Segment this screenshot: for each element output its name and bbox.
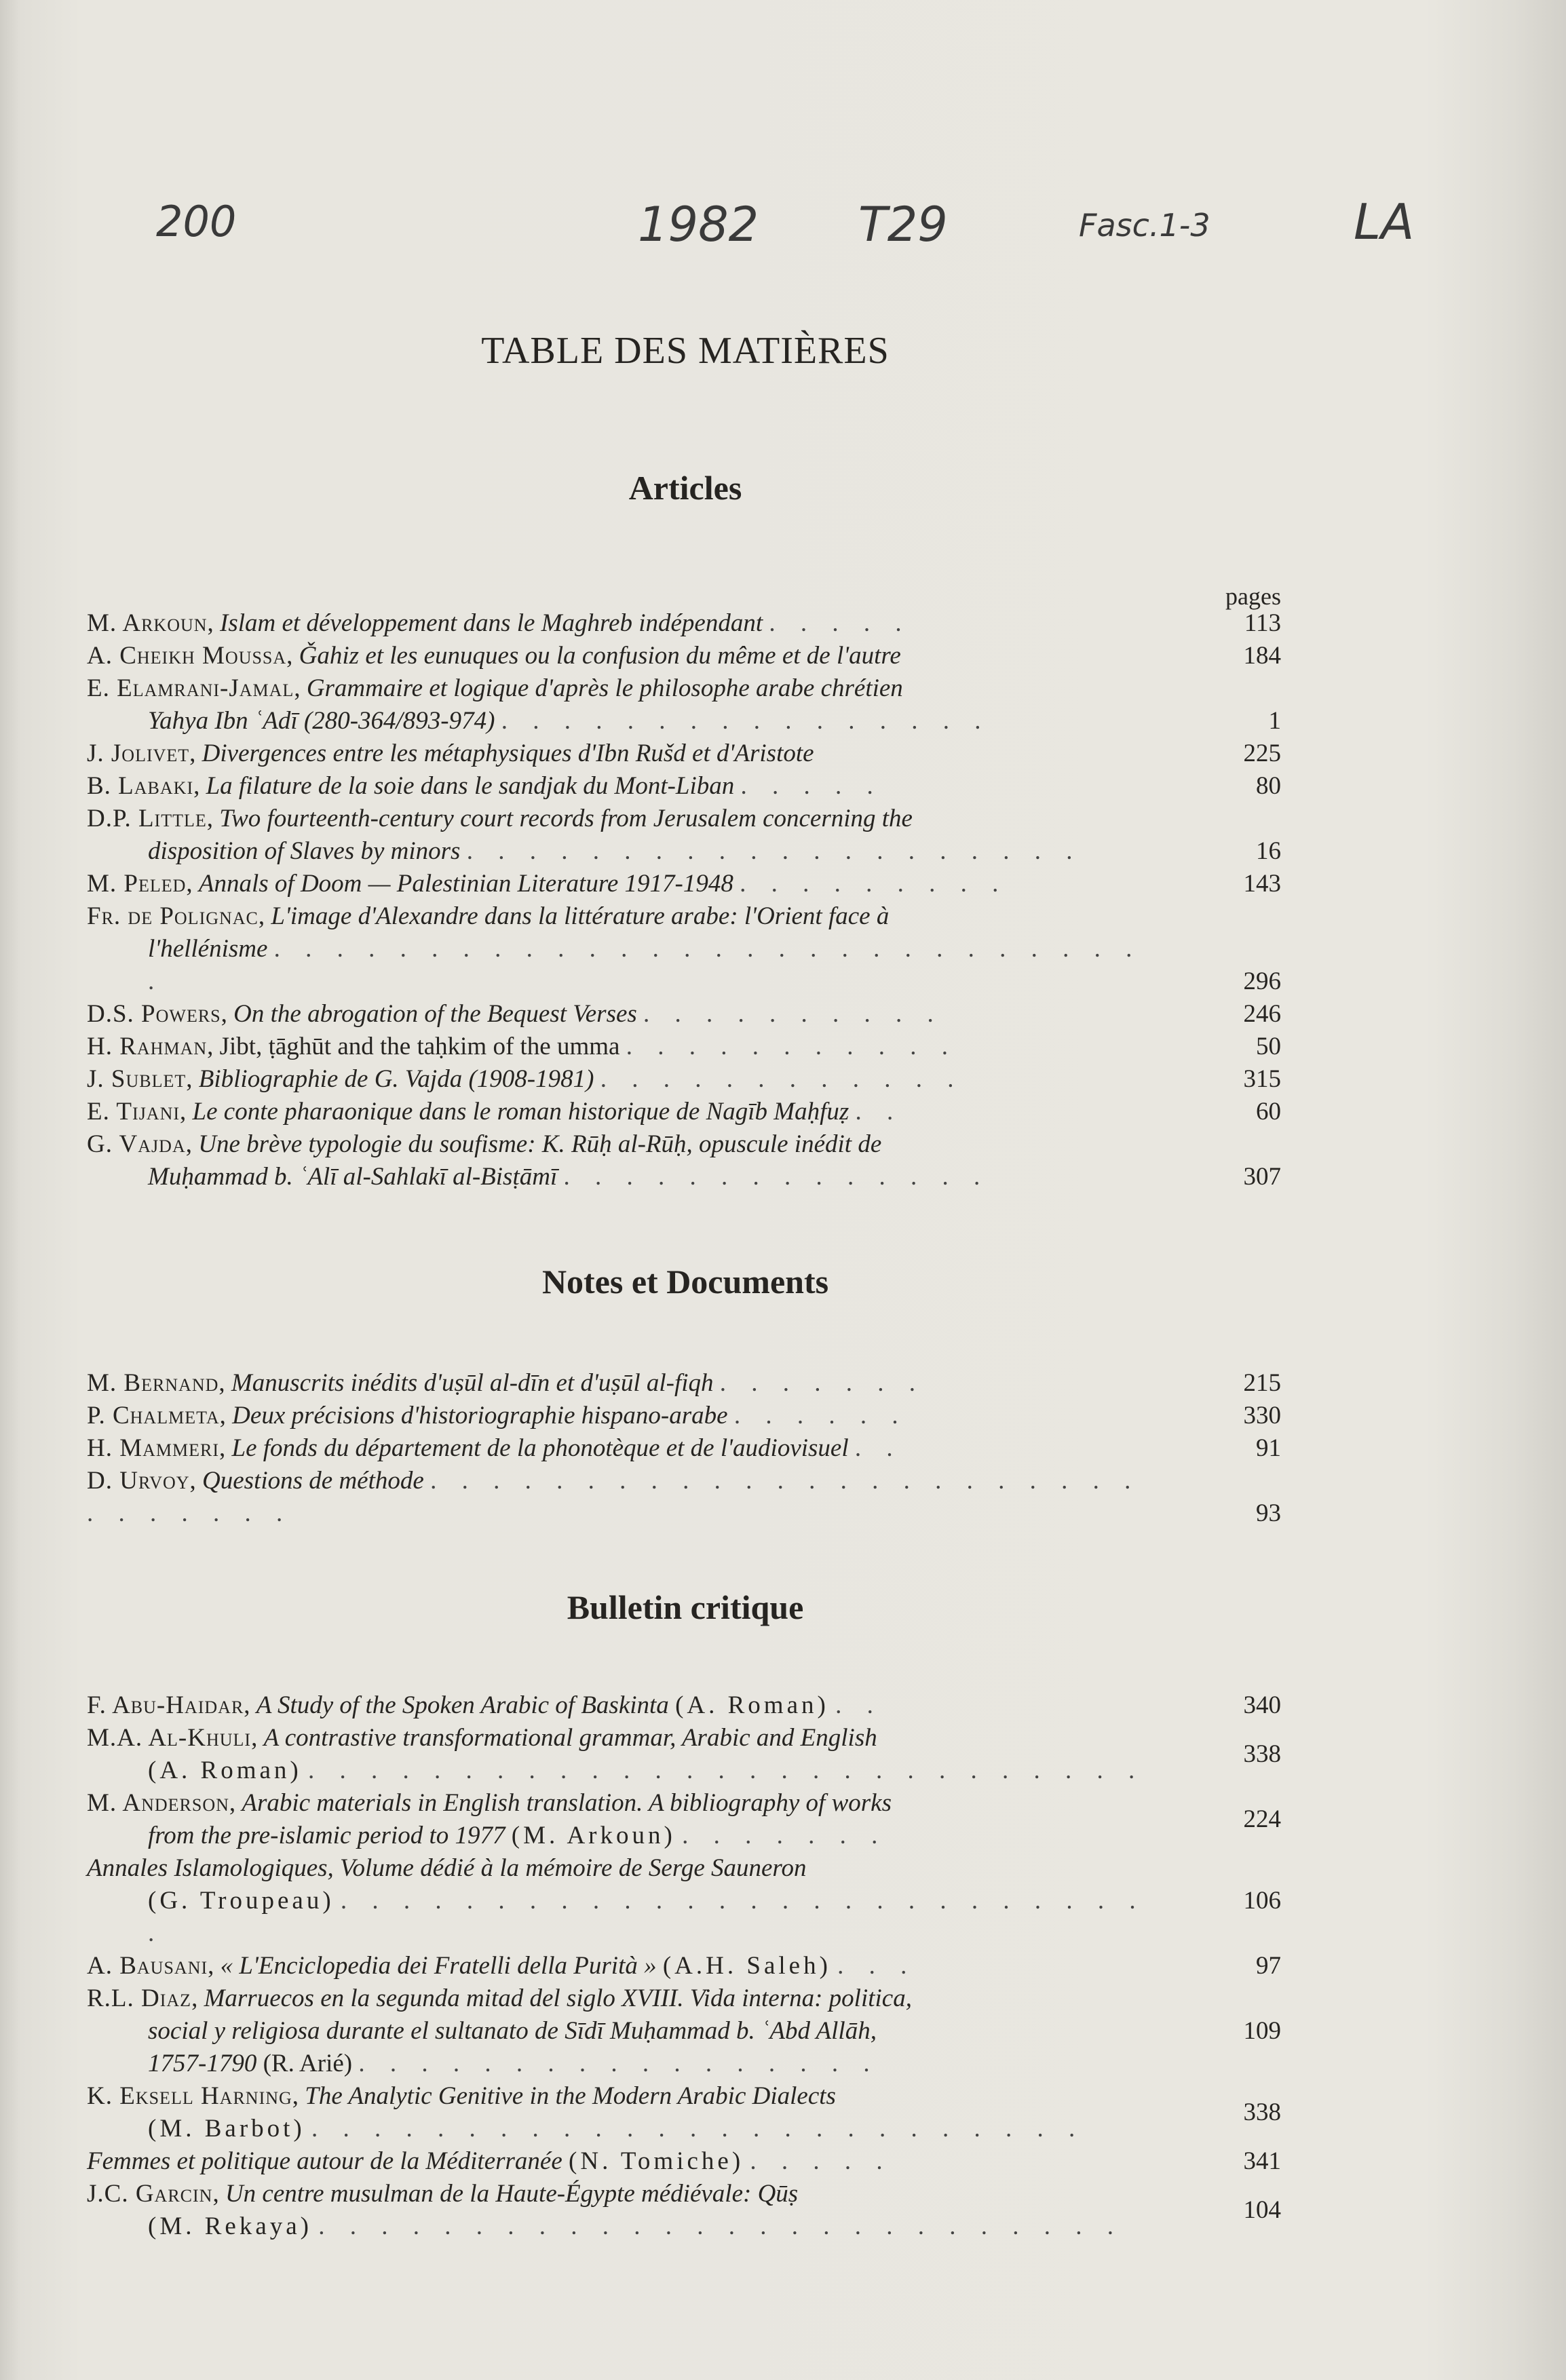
handwritten-note-initials: LA: [1354, 193, 1415, 250]
list-item: J. Jolivet, Divergences entre les métaphysiques d'Ibn Rušd et d'Aristote 225: [87, 740, 1281, 767]
list-item: E. Elamrani-Jamal, Grammaire et logique d'après le philosophe arabe chrétien Yahya Ibn ʿAdī (280-364/893-974) . . . . . . . . . . . . . . . . 1: [87, 674, 1281, 735]
list-item: D.S. Powers, On the abrogation of the Bequest Verses . . . . . . . . . . 246: [87, 1000, 1281, 1028]
list-item: J.C. Garcin, Un centre musulman de la Haute-Égypte médiévale: Qūṣ (M. Rekaya) . . . . . . . . . . . . . . . . . . . . . . . . . . 104: [87, 2180, 1281, 2240]
list-item: M.A. Al-Khuli, A contrastive transformational grammar, Arabic and English (A. Roman) . . . . . . . . . . . . . . . . . . . . . . . . . . . 338: [87, 1724, 1281, 1784]
handwritten-note-volume: T29: [858, 197, 948, 252]
handwritten-note-fascicle: Fasc.1-3: [1079, 207, 1210, 244]
bulletin-list: [87, 1689, 1281, 2243]
list-item: Annales Islamologiques, Volume dédié à la mémoire de Serge Sauneron (G. Troupeau) . . . . . . . . . . . . . . . . . . . . . . . . . . . 106: [87, 1854, 1281, 1947]
list-item: K. Eksell Harning, The Analytic Genitive in the Modern Arabic Dialects (M. Barbot) . . . . . . . . . . . . . . . . . . . . . . . . . 338: [87, 2082, 1281, 2143]
list-item: D. Urvoy, Questions de méthode . . . . . . . . . . . . . . . . . . . . . . . . . . . . . . 93: [87, 1467, 1281, 1527]
list-item: M. Arkoun, Islam et développement dans le Maghreb indépendant . . . . . 113: [87, 609, 1281, 637]
pages-column-label: pages: [1225, 583, 1281, 610]
list-item: P. Chalmeta, Deux précisions d'historiographie hispano-arabe . . . . . . 330: [87, 1402, 1281, 1429]
list-item: Femmes et politique autour de la Méditerranée (N. Tomiche) . . . . . 341: [87, 2147, 1281, 2175]
list-item: G. Vajda, Une brève typologie du soufisme: K. Rūḥ al-Rūḥ, opuscule inédit de Muḥammad b. ʿAlī al-Sahlakī al-Bisṭāmī . . . . . . . . . . . . . . 307: [87, 1130, 1281, 1191]
list-item: E. Tijani, Le conte pharaonique dans le roman historique de Nagīb Maḥfuẓ . . 60: [87, 1098, 1281, 1126]
notes-list: [87, 1367, 1281, 1530]
list-item: M. Peled, Annals of Doom — Palestinian Literature 1917-1948 . . . . . . . . . 143: [87, 870, 1281, 898]
section-heading-notes: Notes et Documents: [541, 1263, 829, 1301]
handwritten-note-year: 1982: [638, 197, 759, 252]
list-item: M. Anderson, Arabic materials in English translation. A bibliography of works from the pre-islamic period to 1977 (M. Arkoun) . . . . . . . 224: [87, 1789, 1281, 1849]
list-item: A. Cheikh Moussa, Ǧahiz et les eunuques ou la confusion du même et de l'autre 184: [87, 642, 1281, 670]
list-item: A. Bausani, « L'Enciclopedia dei Fratelli della Purità » (A.H. Saleh) . . . 97: [87, 1952, 1281, 1980]
list-item: F. Abu-Haidar, A Study of the Spoken Arabic of Baskinta (A. Roman) . . 340: [87, 1691, 1281, 1719]
list-item: Fr. de Polignac, L'image d'Alexandre dans la littérature arabe: l'Orient face à l'hellénisme . . . . . . . . . . . . . . . . . . . . . . . . . . . . . 296: [87, 902, 1281, 995]
list-item: D.P. Little, Two fourteenth-century court records from Jerusalem concerning the disposition of Slaves by minors . . . . . . . . . . . . . . . . . . . . 16: [87, 805, 1281, 865]
section-heading-bulletin: Bulletin critique: [567, 1588, 804, 1626]
list-item: H. Rahman, Jibt, ṭāghūt and the taḥkim of the umma . . . . . . . . . . . 50: [87, 1033, 1281, 1060]
list-item: R.L. Diaz, Marruecos en la segunda mitad del siglo XVIII. Vida interna: politica, social y religiosa durante el sultanato de Sīdī Muḥammad b. ʿAbd Allāh, 1757-1790 (R. Arié) . . . . . . . . . . . . . . . . . 109: [87, 1984, 1281, 2077]
section-heading-articles: Articles: [628, 469, 742, 507]
list-item: J. Sublet, Bibliographie de G. Vajda (1908-1981) . . . . . . . . . . . . 315: [87, 1065, 1281, 1093]
articles-list: [87, 607, 1281, 1193]
list-item: M. Bernand, Manuscrits inédits d'uṣūl al-dīn et d'uṣūl al-fiqh . . . . . . . 215: [87, 1369, 1281, 1397]
page-title: TABLE DES MATIÈRES: [481, 330, 890, 372]
list-item: B. Labaki, La filature de la soie dans le sandjak du Mont-Liban . . . . . 80: [87, 772, 1281, 800]
handwritten-note-number: 200: [156, 197, 237, 246]
list-item: H. Mammeri, Le fonds du département de la phonotèque et de l'audiovisuel . . 91: [87, 1434, 1281, 1462]
